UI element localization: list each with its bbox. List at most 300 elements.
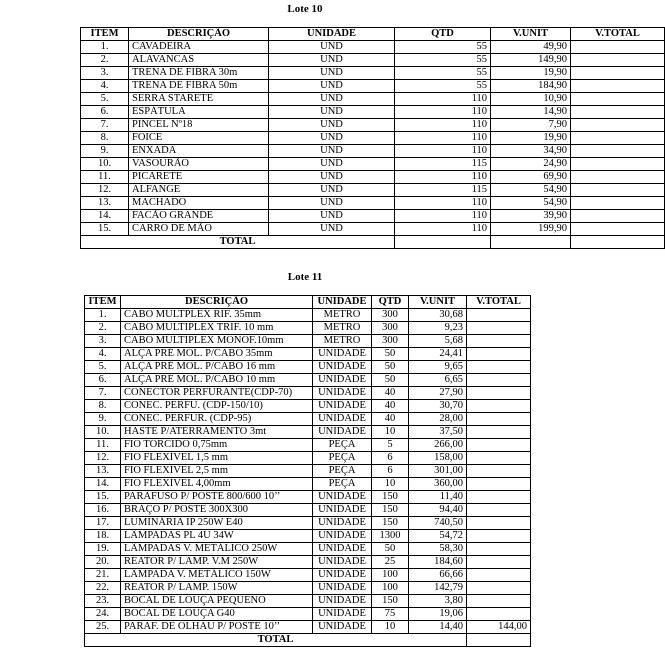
cell-descricao: LÂMPADA V. METÁLICO 150W (121, 569, 313, 582)
cell-item: 3. (85, 335, 121, 348)
cell-qtd: 1300 (372, 530, 409, 543)
lote11-total-row (85, 634, 531, 647)
cell-vunit: 6,65 (409, 374, 467, 387)
cell-vtotal (467, 608, 531, 621)
cell-item: 9. (85, 413, 121, 426)
cell-qtd: 100 (372, 569, 409, 582)
cell-descricao: PARAF. DE OLHAU P/ POSTE 10’’ (121, 621, 313, 634)
cell-item: 7. (81, 119, 129, 132)
total-value (571, 236, 665, 249)
cell-unidade: UNIDADE (313, 621, 372, 634)
cell-vunit: 11,40 (409, 491, 467, 504)
cell-qtd: 150 (372, 491, 409, 504)
cell-descricao: PINCEL Nº18 (129, 119, 269, 132)
cell-vtotal (467, 387, 531, 400)
col-header-unidade: UNIDADE (313, 296, 372, 309)
cell-vunit: 199,90 (491, 223, 571, 236)
cell-qtd: 110 (395, 93, 491, 106)
col-header-qtd: QTD (395, 28, 491, 41)
cell-unidade: UNIDADE (313, 530, 372, 543)
cell-qtd: 150 (372, 504, 409, 517)
lote10-header-row (81, 28, 665, 41)
cell-descricao: REATOR P/ LAMP. V.M 250W (121, 556, 313, 569)
cell-descricao: PARAFUSO P/ POSTE 800/600 10’’ (121, 491, 313, 504)
total-label: TOTAL (81, 236, 395, 249)
cell-item: 3. (81, 67, 129, 80)
cell-item: 12. (81, 184, 129, 197)
cell-unidade: UNIDADE (313, 426, 372, 439)
cell-qtd: 150 (372, 517, 409, 530)
cell-unidade: UNIDADE (313, 608, 372, 621)
col-header-descricao: DESCRIÇÃO (121, 296, 313, 309)
cell-qtd: 110 (395, 210, 491, 223)
cell-qtd: 110 (395, 171, 491, 184)
cell-vunit: 39,90 (491, 210, 571, 223)
cell-descricao: LUMINÁRIA IP 250W E40 (121, 517, 313, 530)
cell-item: 24. (85, 608, 121, 621)
cell-unidade: UNIDADE (313, 387, 372, 400)
cell-vtotal (467, 374, 531, 387)
cell-vunit: 3,80 (409, 595, 467, 608)
cell-unidade: UND (269, 119, 395, 132)
cell-vtotal (467, 569, 531, 582)
table-row (81, 210, 665, 223)
cell-unidade: PEÇA (313, 478, 372, 491)
cell-item: 8. (81, 132, 129, 145)
cell-descricao: ALÇA PRÉ MOL. P/CABO 16 mm (121, 361, 313, 374)
table-row (85, 582, 531, 595)
cell-vtotal (467, 309, 531, 322)
cell-vtotal (467, 361, 531, 374)
cell-descricao: MACHADO (129, 197, 269, 210)
cell-descricao: CABO MULTIPLEX TRIF. 10 mm (121, 322, 313, 335)
cell-vunit: 24,90 (491, 158, 571, 171)
table-row (85, 413, 531, 426)
lote11-title: Lote 11 (287, 271, 323, 283)
cell-qtd: 110 (395, 119, 491, 132)
cell-qtd: 300 (372, 322, 409, 335)
cell-unidade: UND (269, 106, 395, 119)
table-row (85, 439, 531, 452)
cell-vunit: 14,40 (409, 621, 467, 634)
table-row (85, 530, 531, 543)
table-row (81, 158, 665, 171)
cell-unidade: UNIDADE (313, 517, 372, 530)
cell-item: 18. (85, 530, 121, 543)
cell-qtd: 55 (395, 41, 491, 54)
cell-descricao: SERRA STARETE (129, 93, 269, 106)
col-header-vtotal: V.TOTAL (467, 296, 531, 309)
cell-vunit: 19,90 (491, 132, 571, 145)
table-row (81, 132, 665, 145)
table-row (85, 621, 531, 634)
cell-descricao: CARRO DE MÃO (129, 223, 269, 236)
cell-item: 22. (85, 582, 121, 595)
cell-descricao: ALÇA PRÉ MOL. P/CABO 35mm (121, 348, 313, 361)
cell-unidade: UND (269, 158, 395, 171)
cell-unidade: UND (269, 210, 395, 223)
cell-item: 16. (85, 504, 121, 517)
cell-vtotal (467, 465, 531, 478)
cell-vunit: 94,40 (409, 504, 467, 517)
cell-vunit: 149,90 (491, 54, 571, 67)
table-row (81, 145, 665, 158)
lote10-table (80, 27, 665, 249)
cell-item: 6. (81, 106, 129, 119)
cell-item: 12. (85, 452, 121, 465)
cell-vunit: 28,00 (409, 413, 467, 426)
cell-descricao: ALFANGE (129, 184, 269, 197)
table-row (85, 491, 531, 504)
table-row (85, 335, 531, 348)
table-row (85, 374, 531, 387)
cell-vunit: 30,68 (409, 309, 467, 322)
cell-descricao: FIO FLEXÍVEL 2,5 mm (121, 465, 313, 478)
cell-qtd: 5 (372, 439, 409, 452)
cell-item: 25. (85, 621, 121, 634)
cell-vtotal (467, 504, 531, 517)
cell-vunit: 266,00 (409, 439, 467, 452)
lote10-total-row (81, 236, 665, 249)
cell-unidade: UNIDADE (313, 361, 372, 374)
cell-vtotal (571, 145, 665, 158)
cell-descricao: VASOURÃO (129, 158, 269, 171)
cell-descricao: CONEC. PERFU. (CDP-150/10) (121, 400, 313, 413)
cell-item: 4. (81, 80, 129, 93)
cell-item: 21. (85, 569, 121, 582)
cell-item: 10. (85, 426, 121, 439)
cell-item: 7. (85, 387, 121, 400)
table-row (81, 223, 665, 236)
cell-unidade: UND (269, 80, 395, 93)
cell-unidade: PEÇA (313, 439, 372, 452)
table-row (85, 569, 531, 582)
cell-item: 9. (81, 145, 129, 158)
cell-unidade: METRO (313, 309, 372, 322)
cell-item: 15. (81, 223, 129, 236)
table-row (85, 504, 531, 517)
cell-vtotal (571, 106, 665, 119)
cell-vunit: 58,30 (409, 543, 467, 556)
cell-vunit: 24,41 (409, 348, 467, 361)
cell-qtd: 110 (395, 197, 491, 210)
cell-vunit: 301,00 (409, 465, 467, 478)
cell-unidade: UNIDADE (313, 400, 372, 413)
cell-vtotal (467, 582, 531, 595)
cell-vunit: 54,90 (491, 184, 571, 197)
cell-vunit: 54,72 (409, 530, 467, 543)
cell-vunit: 9,65 (409, 361, 467, 374)
cell-vtotal (571, 223, 665, 236)
cell-descricao: CABO MULTIPLEX MONOF.10mm (121, 335, 313, 348)
cell-descricao: ALÇA PRÉ MOL. P/CABO 10 mm (121, 374, 313, 387)
cell-vtotal (571, 41, 665, 54)
cell-vunit: 142,79 (409, 582, 467, 595)
cell-unidade: UND (269, 67, 395, 80)
cell-unidade: UND (269, 197, 395, 210)
cell-qtd: 100 (372, 582, 409, 595)
cell-vtotal (467, 426, 531, 439)
cell-qtd: 110 (395, 106, 491, 119)
table-row (85, 543, 531, 556)
cell-unidade: UND (269, 145, 395, 158)
cell-item: 15. (85, 491, 121, 504)
cell-vtotal (571, 132, 665, 145)
cell-descricao: LÂMPADAS PL 4U 34W (121, 530, 313, 543)
table-row (85, 361, 531, 374)
cell-qtd: 50 (372, 361, 409, 374)
cell-unidade: UNIDADE (313, 491, 372, 504)
cell-descricao: HASTE P/ATERRAMENTO 3mt (121, 426, 313, 439)
cell-descricao: TRENA DE FIBRA 50m (129, 80, 269, 93)
cell-item: 13. (81, 197, 129, 210)
cell-item: 10. (81, 158, 129, 171)
cell-qtd: 55 (395, 54, 491, 67)
col-header-unidade: UNIDADE (269, 28, 395, 41)
cell-vtotal (467, 530, 531, 543)
cell-vunit: 69,90 (491, 171, 571, 184)
total-value (467, 634, 531, 647)
col-header-descricao: DESCRIÇÃO (129, 28, 269, 41)
cell-item: 11. (85, 439, 121, 452)
table-row (85, 556, 531, 569)
col-header-vunit: V.UNIT (409, 296, 467, 309)
cell-vunit: 184,60 (409, 556, 467, 569)
table-row (85, 348, 531, 361)
table-row (81, 106, 665, 119)
cell-vtotal (467, 543, 531, 556)
lote10-title: Lote 10 (287, 3, 323, 15)
table-row (85, 426, 531, 439)
cell-unidade: UND (269, 132, 395, 145)
cell-unidade: PEÇA (313, 452, 372, 465)
table-row (85, 452, 531, 465)
cell-vtotal (467, 517, 531, 530)
cell-vtotal (571, 54, 665, 67)
cell-descricao: REATOR P/ LAMP. 150W (121, 582, 313, 595)
cell-qtd: 40 (372, 387, 409, 400)
col-header-vtotal: V.TOTAL (571, 28, 665, 41)
cell-item: 19. (85, 543, 121, 556)
cell-vtotal (571, 119, 665, 132)
cell-qtd: 75 (372, 608, 409, 621)
cell-vtotal (467, 400, 531, 413)
cell-descricao: CABO MULTPLEX RIF. 35mm (121, 309, 313, 322)
table-row (81, 184, 665, 197)
cell-vunit: 54,90 (491, 197, 571, 210)
cell-descricao: FIO TORCIDO 0,75mm (121, 439, 313, 452)
cell-unidade: UNIDADE (313, 543, 372, 556)
cell-vunit: 19,90 (491, 67, 571, 80)
cell-descricao: CONECTOR PERFURANTE(CDP-70) (121, 387, 313, 400)
cell-vtotal (467, 348, 531, 361)
cell-vunit: 740,50 (409, 517, 467, 530)
cell-qtd: 40 (372, 413, 409, 426)
cell-item: 4. (85, 348, 121, 361)
table-row (85, 400, 531, 413)
cell-item: 14. (81, 210, 129, 223)
cell-vunit: 14,90 (491, 106, 571, 119)
cell-vtotal (571, 67, 665, 80)
cell-descricao: PICARETE (129, 171, 269, 184)
cell-descricao: CAVADEIRA (129, 41, 269, 54)
cell-unidade: UNIDADE (313, 569, 372, 582)
cell-descricao: BRAÇO P/ POSTE 300X300 (121, 504, 313, 517)
cell-item: 11. (81, 171, 129, 184)
table-row (85, 387, 531, 400)
cell-qtd: 55 (395, 67, 491, 80)
cell-qtd: 6 (372, 452, 409, 465)
cell-vtotal (467, 595, 531, 608)
cell-unidade: UND (269, 184, 395, 197)
table-row (81, 41, 665, 54)
table-row (81, 80, 665, 93)
cell-qtd: 40 (372, 400, 409, 413)
table-row (81, 54, 665, 67)
cell-item: 1. (81, 41, 129, 54)
cell-vunit: 49,90 (491, 41, 571, 54)
col-header-vunit: V.UNIT (491, 28, 571, 41)
cell-qtd: 50 (372, 543, 409, 556)
cell-qtd: 110 (395, 145, 491, 158)
table-row (85, 608, 531, 621)
cell-descricao: BOCAL DE LOUÇA G40 (121, 608, 313, 621)
table-row (85, 478, 531, 491)
cell-descricao: ENXADA (129, 145, 269, 158)
cell-qtd: 50 (372, 348, 409, 361)
cell-qtd: 300 (372, 335, 409, 348)
table-row (85, 322, 531, 335)
cell-qtd: 10 (372, 478, 409, 491)
cell-vunit: 37,50 (409, 426, 467, 439)
table-row (85, 465, 531, 478)
lote11-table (84, 295, 531, 647)
table-row (85, 517, 531, 530)
cell-vtotal (571, 184, 665, 197)
cell-item: 5. (85, 361, 121, 374)
lote11-header-row (85, 296, 531, 309)
cell-vtotal (571, 93, 665, 106)
cell-item: 14. (85, 478, 121, 491)
table-row (81, 67, 665, 80)
cell-vtotal (571, 80, 665, 93)
cell-item: 20. (85, 556, 121, 569)
cell-vunit: 27,90 (409, 387, 467, 400)
cell-unidade: UND (269, 171, 395, 184)
cell-qtd: 110 (395, 223, 491, 236)
cell-vunit: 10,90 (491, 93, 571, 106)
table-row (85, 595, 531, 608)
cell-descricao: TRENA DE FIBRA 30m (129, 67, 269, 80)
cell-unidade: UNIDADE (313, 504, 372, 517)
cell-vunit: 5,68 (409, 335, 467, 348)
cell-vunit: 360,00 (409, 478, 467, 491)
cell-vtotal (467, 491, 531, 504)
cell-vtotal (467, 556, 531, 569)
cell-descricao: FOICE (129, 132, 269, 145)
cell-vtotal (571, 197, 665, 210)
cell-vtotal (467, 439, 531, 452)
cell-vunit: 7,90 (491, 119, 571, 132)
cell-vtotal (467, 322, 531, 335)
table-row (85, 309, 531, 322)
cell-unidade: PEÇA (313, 465, 372, 478)
cell-unidade: UNIDADE (313, 374, 372, 387)
table-row (81, 119, 665, 132)
cell-item: 8. (85, 400, 121, 413)
cell-unidade: UNIDADE (313, 348, 372, 361)
cell-qtd: 115 (395, 184, 491, 197)
cell-vtotal (571, 158, 665, 171)
cell-qtd: 55 (395, 80, 491, 93)
cell-unidade: UND (269, 41, 395, 54)
cell-descricao: FACÃO GRANDE (129, 210, 269, 223)
cell-vtotal (467, 413, 531, 426)
cell-vtotal (571, 171, 665, 184)
cell-descricao: FIO FLEXÍVEL 1,5 mm (121, 452, 313, 465)
cell-item: 2. (85, 322, 121, 335)
col-header-item: ITEM (81, 28, 129, 41)
cell-item: 2. (81, 54, 129, 67)
cell-vunit: 19,06 (409, 608, 467, 621)
cell-vtotal (467, 335, 531, 348)
col-header-qtd: QTD (372, 296, 409, 309)
cell-vtotal: 144,00 (467, 621, 531, 634)
cell-item: 17. (85, 517, 121, 530)
cell-item: 23. (85, 595, 121, 608)
cell-qtd: 6 (372, 465, 409, 478)
cell-qtd: 150 (372, 595, 409, 608)
cell-unidade: UND (269, 93, 395, 106)
cell-qtd: 115 (395, 158, 491, 171)
cell-vtotal (467, 478, 531, 491)
cell-vunit: 158,00 (409, 452, 467, 465)
cell-qtd: 50 (372, 374, 409, 387)
cell-descricao: FIO FLEXÍVEL 4,00mm (121, 478, 313, 491)
table-row (81, 171, 665, 184)
cell-qtd: 10 (372, 621, 409, 634)
cell-unidade: UND (269, 223, 395, 236)
cell-unidade: UNIDADE (313, 556, 372, 569)
cell-vunit: 30,70 (409, 400, 467, 413)
cell-item: 13. (85, 465, 121, 478)
cell-unidade: UND (269, 54, 395, 67)
col-header-item: ITEM (85, 296, 121, 309)
cell-qtd: 10 (372, 426, 409, 439)
cell-unidade: UNIDADE (313, 595, 372, 608)
cell-qtd: 110 (395, 132, 491, 145)
cell-vtotal (467, 452, 531, 465)
cell-descricao: CONEC. PERFUR. (CDP-95) (121, 413, 313, 426)
cell-qtd: 300 (372, 309, 409, 322)
cell-item: 1. (85, 309, 121, 322)
cell-item: 5. (81, 93, 129, 106)
cell-qtd: 25 (372, 556, 409, 569)
cell-vunit: 34,90 (491, 145, 571, 158)
cell-unidade: UNIDADE (313, 582, 372, 595)
cell-vunit: 184,90 (491, 80, 571, 93)
cell-descricao: ALAVANCAS (129, 54, 269, 67)
cell-vunit: 9,23 (409, 322, 467, 335)
cell-descricao: LÂMPADAS V. METÁLICO 250W (121, 543, 313, 556)
cell-item: 6. (85, 374, 121, 387)
cell-descricao: BOCAL DE LOUÇA PEQUENO (121, 595, 313, 608)
cell-unidade: METRO (313, 322, 372, 335)
cell-descricao: ESPÁTULA (129, 106, 269, 119)
cell-unidade: UNIDADE (313, 413, 372, 426)
table-row (81, 93, 665, 106)
cell-vtotal (571, 210, 665, 223)
